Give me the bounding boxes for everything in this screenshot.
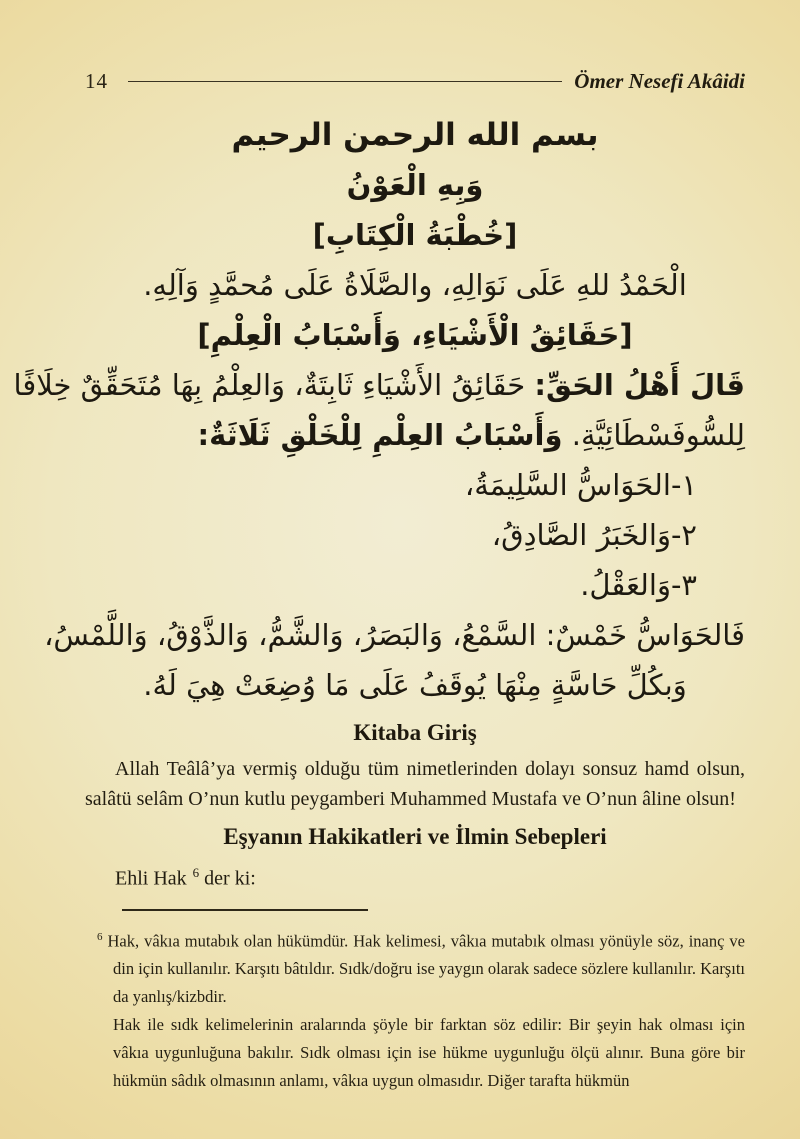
hawass-line-1: فَالحَوَاسُّ خَمْسٌ: السَّمْعُ، وَالبَصَرُ، وَالشَّمُّ، وَالذَّوْقُ، وَاللَّمْسُ، <box>44 618 745 652</box>
section-heading-arabic: [حَقَائِقُ الْأَشْيَاءِ، وَأَسْبَابُ الْعِلْمِ] <box>197 318 633 352</box>
basmala-line: بسم الله الرحمن الرحيم <box>231 117 599 153</box>
hamd-line: الْحَمْدُ للهِ عَلَى نَوَالِهِ، والصَّلَاةُ عَلَى مُحمَّدٍ وَآلِهِ. <box>143 268 687 302</box>
footnote-block <box>85 923 745 1096</box>
khutba-heading: [خُطْبَةُ الْكِتَابِ] <box>312 218 518 252</box>
footnote-text-1: Hak, vâkıa mutabık olan hükümdür. Hak kelimesi, vâkıa mutabık olması yönüyle söz, inanç ve din için kullanılır. Karşıtı bâtıldır. Sıdk/doğru ise yaygın olarak sadece sözlere kullanılır. Karşıtı da yanlış/kizbdir. <box>107 931 745 1007</box>
footnote-paragraph-1 <box>97 923 745 1012</box>
intro-paragraph: Allah Teâlâ’ya vermiş olduğu tüm nimetlerinden dolayı sonsuz hamd olsun, salâtü selâm O’nun kutlu peygamberi Muhammed Mustafa ve O’nun âline olsun! <box>85 758 745 810</box>
sufis-regular-part: لِلسُّوفَسْطَائِيَّةِ. <box>571 418 745 452</box>
footnote-marker: 6 <box>97 930 103 943</box>
qala-line <box>13 360 745 410</box>
arabic-text-block <box>13 110 745 710</box>
qala-regular-part: حَقَائِقُ الأَشْيَاءِ ثَابِتَةٌ، وَالعِلْمُ بِهَا مُتَحَقِّقٌ خِلَافًا <box>13 368 526 402</box>
section-heading: Eşyanın Hakikatleri ve İlmin Sebepleri <box>223 824 607 849</box>
footnote-reference: 6 <box>192 865 200 880</box>
page-number: 14 <box>85 68 108 93</box>
qala-bold-part: قَالَ أَهْلُ الحَقِّ: <box>534 368 745 402</box>
asbab-bold-part: وَأَسْبَابُ العِلْمِ لِلْخَلْقِ ثَلَاثَةٌ: <box>197 418 563 452</box>
page-header <box>85 66 745 96</box>
header-divider-line <box>128 81 562 82</box>
list-item: ٢-وَالخَبَرُ الصَّادِقُ، <box>491 518 697 552</box>
intro-heading: Kitaba Giriş <box>353 720 477 745</box>
ehli-post-text: der ki: <box>204 867 256 890</box>
footnote-paragraph-2: Hak ile sıdk kelimelerinin aralarında şöyle bir farktan söz edilir: Bir şeyin hak olması için vâkıa uygunluğuna bakılır. Sıdk olması için ise hükme uygunluğu ölçü alınır. Buna göre bir hükmün sâdık olmasının anlamı, vâkıa uygun olmasıdır. Diğer tarafta hükmün <box>113 1015 745 1091</box>
footnote-separator-line <box>122 909 368 911</box>
ehli-hak-line <box>85 858 745 894</box>
list-item: ١-الحَوَاسُّ السَّلِيمَةُ، <box>464 468 697 502</box>
hawass-line-2: وَبكُلِّ حَاسَّةٍ مِنْهَا يُوقَفُ عَلَى مَا وُضِعَتْ هِيَ لَهُ. <box>143 668 687 702</box>
running-title: Ömer Nesefi Akâidi <box>574 68 745 93</box>
ehli-pre-text: Ehli Hak <box>115 867 187 890</box>
sufis-line <box>85 410 745 460</box>
list-item: ٣-وَالعَقْلُ. <box>580 568 697 602</box>
awn-line: وَبِهِ الْعَوْنُ <box>346 168 484 202</box>
